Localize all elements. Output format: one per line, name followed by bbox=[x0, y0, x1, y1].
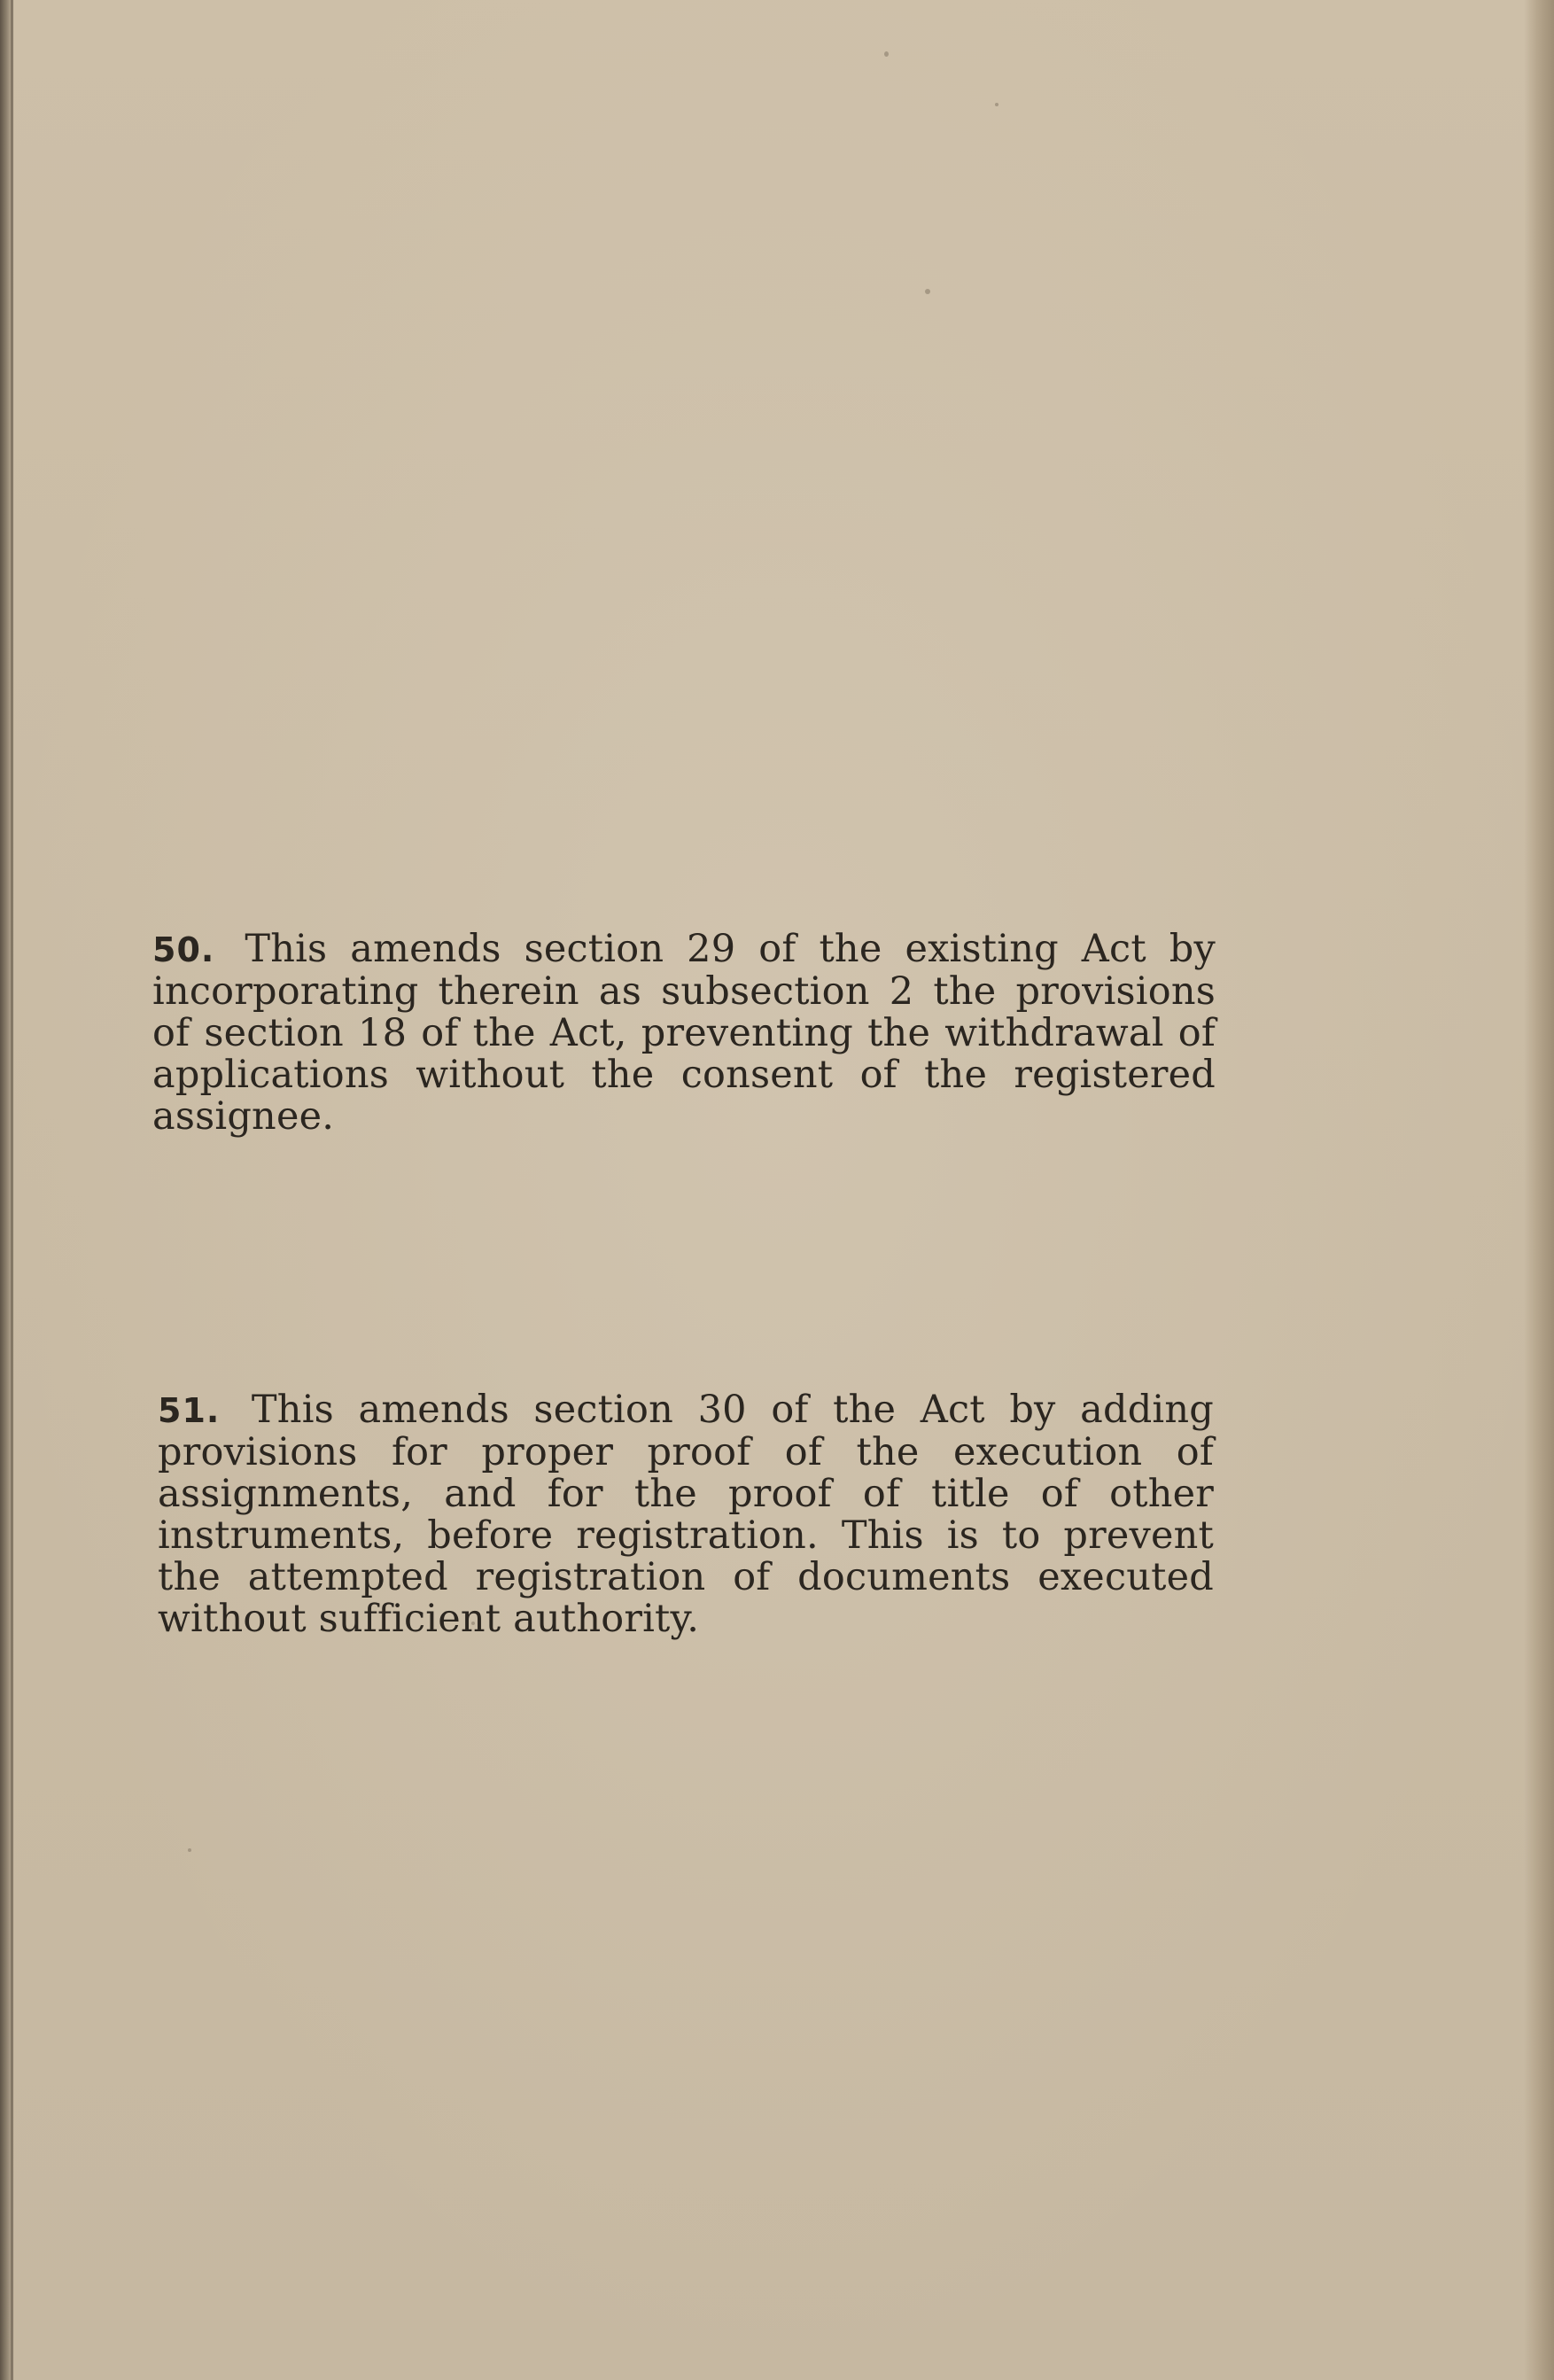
section-51-paragraph bbox=[158, 1389, 1214, 1640]
binding-rule bbox=[11, 0, 13, 2380]
paper-speck bbox=[925, 289, 930, 294]
paper-speck bbox=[188, 1848, 191, 1852]
section-text: This amends section 29 of the existing Act by incorporating therein as subsection 2 the provisions of section 18 of the Act, preventing the withdrawal of applications without the consent of the registered assignee. bbox=[152, 927, 1216, 1139]
paper-speck bbox=[884, 51, 889, 57]
section-50-paragraph bbox=[152, 929, 1216, 1138]
section-number: 50. bbox=[152, 930, 215, 969]
section-number: 51. bbox=[158, 1391, 221, 1430]
section-text: This amends section 30 of the Act by adding provisions for proper proof of the execution of assignments, and for the proof of title of other instruments, before registration. This is to prevent the attempted registration of documents executed without sufficient authority. bbox=[158, 1388, 1214, 1641]
page-right-edge bbox=[1524, 0, 1554, 2380]
paper-speck bbox=[995, 103, 998, 106]
